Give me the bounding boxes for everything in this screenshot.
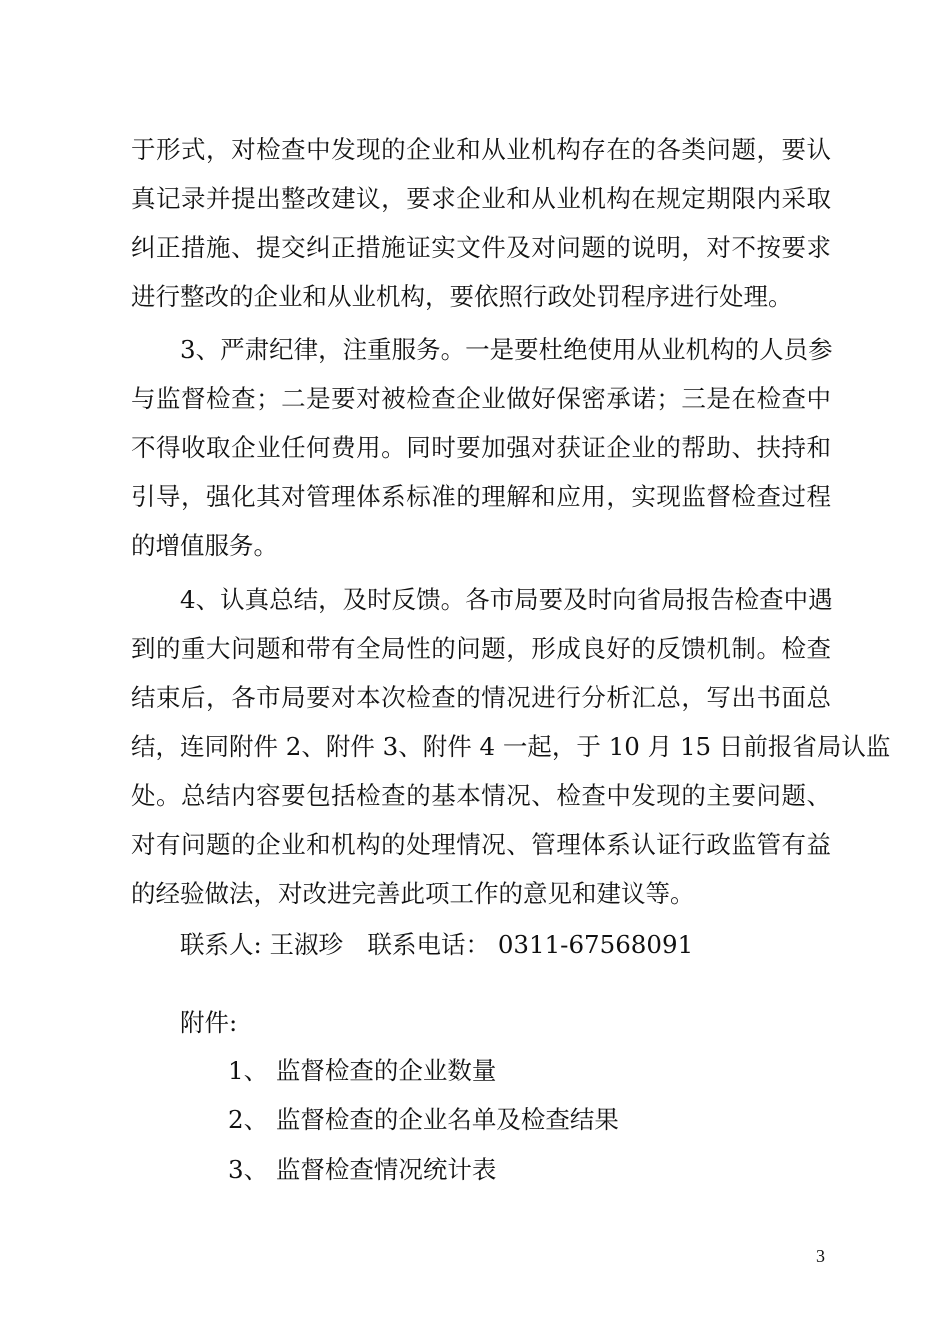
paragraph-3-line-2: 到的重大问题和带有全局性的问题，形成良好的反馈机制。检查 [131, 634, 831, 663]
page-number: 3 [816, 1246, 825, 1266]
paragraph-2-line-1: 3、严肃纪律，注重服务。一是要杜绝使用从业机构的人员参 [180, 335, 833, 364]
paragraph-3-line-5: 处。总结内容要包括检查的基本情况、检查中发现的主要问题、 [131, 781, 831, 810]
paragraph-3-line-1: 4、认真总结，及时反馈。各市局要及时向省局报告检查中遇 [180, 585, 833, 614]
paragraph-2-line-2: 与监督检查；二是要对被检查企业做好保密承诺；三是在检查中 [131, 384, 831, 413]
paragraph-1-line-4: 进行整改的企业和从业机构，要依照行政处罚程序进行处理。 [131, 282, 793, 311]
paragraph-1-line-1: 于形式，对检查中发现的企业和从业机构存在的各类问题，要认 [131, 135, 831, 164]
paragraph-2-line-4: 引导，强化其对管理体系标准的理解和应用，实现监督检查过程 [131, 482, 831, 511]
paragraph-3-line-7: 的经验做法，对改进完善此项工作的意见和建议等。 [131, 879, 695, 908]
paragraph-3-line-3: 结束后，各市局要对本次检查的情况进行分析汇总，写出书面总 [131, 683, 831, 712]
attachment-item: 3、 监督检查情况统计表 [228, 1155, 497, 1184]
paragraph-3-line-4: 结，连同附件 2、附件 3、附件 4 一起，于 10 月 15 日前报省局认监 [131, 732, 891, 761]
paragraph-2-line-3: 不得收取企业任何费用。同时要加强对获证企业的帮助、扶持和 [131, 433, 831, 462]
paragraph-1-line-3: 纠正措施、提交纠正措施证实文件及对问题的说明，对不按要求 [131, 233, 831, 262]
contact-line: 联系人: 王淑珍 联系电话： 0311-67568091 [180, 930, 694, 959]
paragraph-1-line-2: 真记录并提出整改建议，要求企业和从业机构在规定期限内采取 [131, 184, 831, 213]
attachment-item: 1、 监督检查的企业数量 [228, 1056, 497, 1085]
paragraph-3-line-6: 对有问题的企业和机构的处理情况、管理体系认证行政监管有益 [131, 830, 831, 859]
paragraph-2-line-5: 的增值服务。 [131, 531, 278, 560]
attachment-item: 2、 监督检查的企业名单及检查结果 [228, 1105, 619, 1134]
attachments-label: 附件: [180, 1008, 238, 1037]
